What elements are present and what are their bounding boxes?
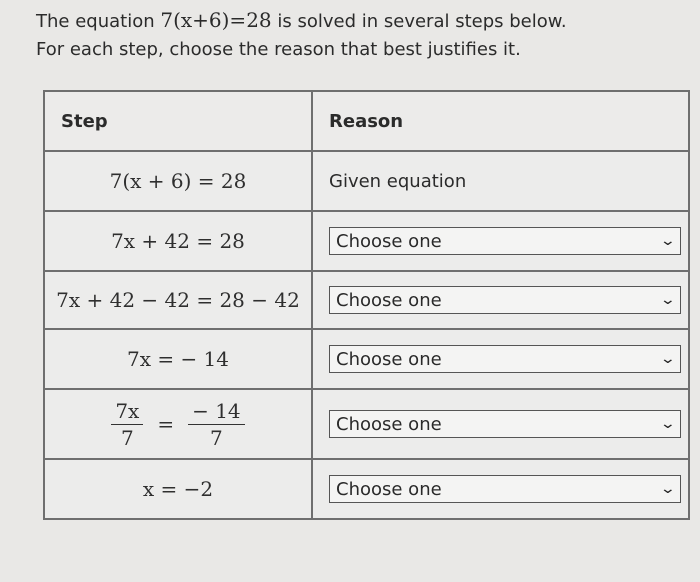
table-row (44, 329, 689, 389)
chevron-down-icon: ⌄ (659, 292, 677, 308)
question-prompt (36, 6, 676, 64)
chevron-down-icon: ⌄ (659, 233, 677, 249)
prompt-text-end: is solved in several steps below. (271, 11, 567, 32)
fraction-numerator: 7x (111, 398, 143, 425)
fraction-equation (111, 398, 244, 451)
step-cell: 7x = − 14 (44, 329, 312, 389)
step-cell: 7x + 42 = 28 (44, 211, 312, 271)
chevron-down-icon: ⌄ (659, 416, 677, 432)
fraction-left (111, 398, 143, 451)
select-value: Choose one (336, 348, 442, 370)
reason-select[interactable] (329, 227, 681, 255)
equals-sign: = (157, 412, 175, 436)
prompt-line-1 (36, 6, 676, 36)
select-value: Choose one (336, 289, 442, 311)
select-value: Choose one (336, 478, 442, 500)
select-value: Choose one (336, 413, 442, 435)
table-row (44, 459, 689, 519)
table-row (44, 151, 689, 211)
step-cell (44, 389, 312, 459)
reason-given: Given equation (312, 151, 689, 211)
table-row (44, 271, 689, 329)
chevron-down-icon: ⌄ (659, 481, 677, 497)
reason-select[interactable] (329, 410, 681, 438)
table-row (44, 389, 689, 459)
steps-table (43, 90, 690, 520)
reason-select[interactable] (329, 286, 681, 314)
step-cell: 7x + 42 − 42 = 28 − 42 (44, 271, 312, 329)
fraction-numerator: − 14 (188, 398, 245, 425)
table-row (44, 211, 689, 271)
chevron-down-icon: ⌄ (659, 351, 677, 367)
step-cell: 7(x + 6) = 28 (44, 151, 312, 211)
header-step: Step (44, 91, 312, 151)
table-header-row (44, 91, 689, 151)
prompt-line-2: For each step, choose the reason that best justifies it. (36, 39, 521, 60)
reason-select[interactable] (329, 345, 681, 373)
reason-select[interactable] (329, 475, 681, 503)
header-reason: Reason (312, 91, 689, 151)
fraction-right (188, 398, 245, 451)
select-value: Choose one (336, 230, 442, 252)
prompt-text: The equation (36, 11, 161, 32)
fraction-denominator: 7 (210, 425, 223, 450)
prompt-equation: 7(x+6)=28 (160, 8, 272, 32)
step-cell: x = −2 (44, 459, 312, 519)
fraction-denominator: 7 (120, 425, 134, 450)
